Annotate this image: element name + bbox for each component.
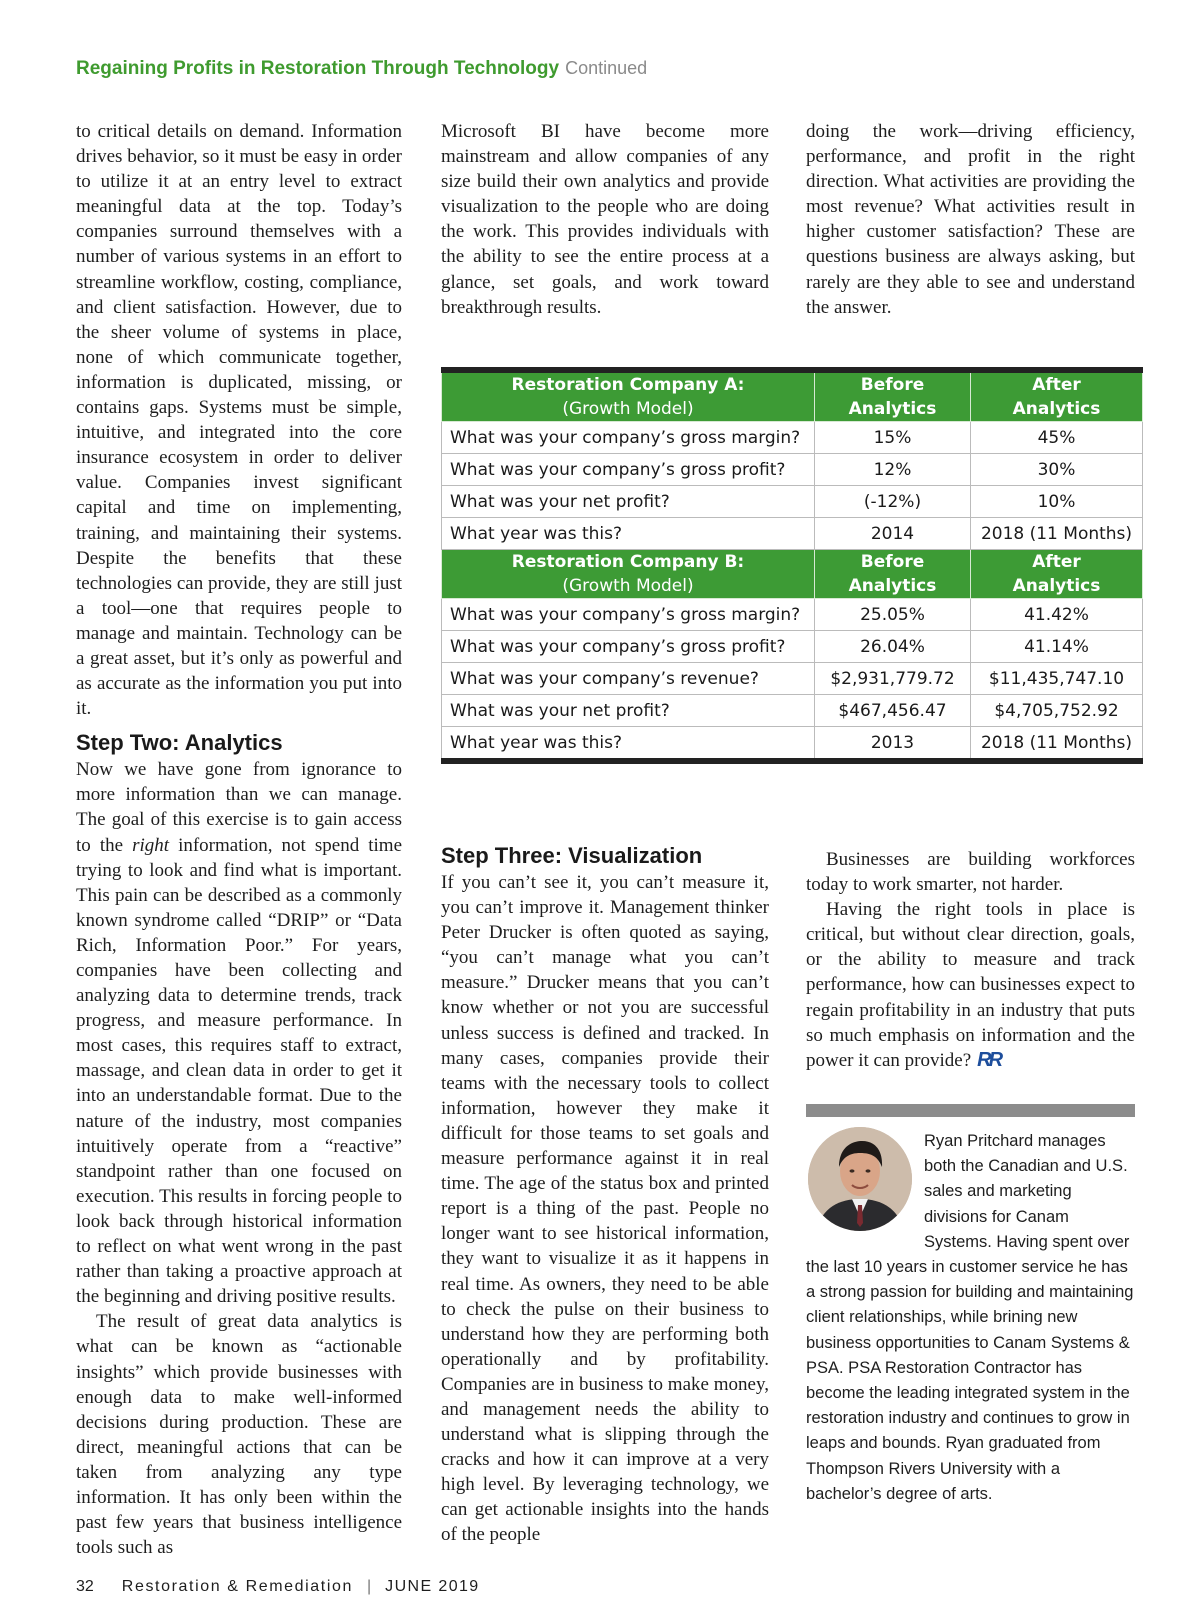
question-cell: What was your net profit? xyxy=(442,695,815,727)
magazine-name: Restoration & Remediation xyxy=(121,1578,354,1595)
question-cell: What was your company’s gross profit? xyxy=(442,631,815,663)
company-b-model: (Growth Model) xyxy=(562,576,694,596)
company-b-after-label-2: Analytics xyxy=(1012,576,1101,596)
company-b-after-label-1: After xyxy=(1032,552,1081,572)
company-b-name: Restoration Company B: xyxy=(511,552,745,572)
table-row xyxy=(442,727,1143,762)
issue-date: JUNE 2019 xyxy=(385,1578,480,1595)
table-row xyxy=(442,663,1143,695)
col1-p2-italic: right xyxy=(132,834,170,856)
before-value-cell: $467,456.47 xyxy=(815,695,971,727)
col1-p2-text-b: information, not spend time trying to look and find what is important. This pain can be described as a commonly known syndrome called “DRIP” or “Data Rich, Information Poor.” For years, companies have been collecting and analyzing data to determine trends, track progress, and measure performance. In most cases, this requires staff to extract, massage, and clean data in order to get it into an understandable format. Due to the nature of the industry, most companies intuitively operate from a “reactive” standpoint rather than one focused on execution. This results in forcing people to look back through historical information to reflect on what went wrong in the past rather than taking a proactive approach at the beginning and driving positive results. xyxy=(76,834,403,1308)
company-a-after-header xyxy=(971,370,1143,422)
question-cell: What was your net profit? xyxy=(442,486,815,518)
before-value-cell: 15% xyxy=(815,422,971,454)
after-value-cell: 45% xyxy=(971,422,1143,454)
step-three-heading: Step Three: Visualization xyxy=(441,843,703,868)
bio-divider-bar xyxy=(806,1104,1135,1117)
col1-paragraph-1: to critical details on demand. Information drives behavior, so it must be easy in order to utilize it at an entry level to extract meaningful data at the top. Today’s companies surround themselves with a number of various systems in an effort to streamline workflow, costing, compliance, and client satisfaction. However, due to the sheer volume of systems in place, none of which communicate together, information is duplicated, missing, or contains gaps. Systems must be simple, intuitive, and integrated into the core insurance ecosystem in order to deliver value. Companies invest significant capital and time on implementing, training, and maintaining their systems. Despite the benefits that these technologies can provide, they are still just a tool—one that requires people to manage and maintain. Technology can be a great asset, but it’s only as powerful and as accurate as the information you put into it. xyxy=(76,121,402,720)
after-value-cell: 41.42% xyxy=(971,599,1143,631)
footer-separator: | xyxy=(367,1578,372,1595)
company-a-before-label-1: Before xyxy=(860,375,925,395)
column-1 xyxy=(76,119,402,1560)
author-bio xyxy=(806,1129,1135,1507)
company-b-before-header xyxy=(815,550,971,599)
before-value-cell: 25.05% xyxy=(815,599,971,631)
question-cell: What was your company’s gross profit? xyxy=(442,454,815,486)
before-value-cell: 2013 xyxy=(815,727,971,762)
company-a-header-row xyxy=(442,370,1143,422)
col3-bottom-p2-text: Having the right tools in place is critical, but without clear direction, goals, or the ability to measure and track performance, how can businesses expect to regain profitability in an industry that puts so much emphasis on information and the power it can provide? xyxy=(806,899,1135,1071)
before-value-cell: (-12%) xyxy=(815,486,971,518)
before-value-cell: 12% xyxy=(815,454,971,486)
col3-bottom-paragraph-2 xyxy=(806,897,1135,1073)
company-b-header-row xyxy=(442,550,1143,599)
col2-bottom-paragraph: If you can’t see it, you can’t measure it, you can’t improve it. Management thinker Peter Drucker is often quoted as saying, “you can’t manage what you can’t measure.” Drucker means that you can’t know whether or not you are successful unless success is defined and tracked. In many cases, companies provide their teams with the necessary tools to collect information, however they make it difficult for those teams to set goals and measure performance against it in real time. The age of the status box and printed report is a thing of the past. People no longer want to see historical information, they want to visualize it as it happens in real time. As owners, they need to be able to check the pulse on their business to understand how they are performing both operationally and by profitability. Companies are in business to make money, and management needs the ability to understand what is slipping through the cracks and how it can improve at a very high level. By leveraging technology, we can get actionable insights into the hands of the people xyxy=(441,872,769,1546)
company-a-after-label-1: After xyxy=(1032,375,1081,395)
question-cell: What was your company’s revenue? xyxy=(442,663,815,695)
table-row xyxy=(442,454,1143,486)
after-value-cell: $11,435,747.10 xyxy=(971,663,1143,695)
company-a-name-cell xyxy=(442,370,815,422)
after-value-cell: 2018 (11 Months) xyxy=(971,518,1143,550)
question-cell: What was your company’s gross margin? xyxy=(442,599,815,631)
analytics-comparison-table xyxy=(441,367,1143,764)
table-row xyxy=(442,518,1143,550)
col1-paragraph-2 xyxy=(76,757,402,1309)
question-cell: What year was this? xyxy=(442,727,815,762)
company-b-before-label-2: Analytics xyxy=(848,576,937,596)
col1-p2-text-a: Now we have gone from ignorance to more information than we can manage. The goal of this exercise is to gain access to the xyxy=(76,759,402,856)
company-b-before-label-1: Before xyxy=(860,552,925,572)
rr-end-logo-icon: RR xyxy=(977,1048,1001,1071)
company-b-name-cell xyxy=(442,550,815,599)
company-a-after-label-2: Analytics xyxy=(1012,399,1101,419)
page-footer xyxy=(76,1578,480,1596)
company-a-before-header xyxy=(815,370,971,422)
bio-text: Ryan Pritchard manages both the Canadian and U.S. sales and marketing divisions for Canam Systems. Having spent over the last 10 years in customer service he has a strong passion for building and maintaining client relationships, while brining new business opportunities to Canam Systems & PSA. PSA Restoration Contractor has become the leading integrated system in the restoration industry and continues to grow in leaps and bounds. Ryan graduated from Thompson Rivers University with a bachelor’s degree of arts. xyxy=(806,1132,1134,1503)
col3-bottom-paragraph-1: Businesses are building workforces today to work smarter, not harder. xyxy=(806,849,1135,896)
column-3-top xyxy=(806,119,1135,320)
table-row xyxy=(442,695,1143,727)
after-value-cell: 10% xyxy=(971,486,1143,518)
column-2-top xyxy=(441,119,769,320)
question-cell: What year was this? xyxy=(442,518,815,550)
company-a-before-label-2: Analytics xyxy=(848,399,937,419)
table-row xyxy=(442,631,1143,663)
table-row xyxy=(442,422,1143,454)
table-row xyxy=(442,599,1143,631)
running-header xyxy=(76,58,647,80)
after-value-cell: $4,705,752.92 xyxy=(971,695,1143,727)
after-value-cell: 30% xyxy=(971,454,1143,486)
bio-photo-spacer xyxy=(806,1129,924,1255)
page-number: 32 xyxy=(76,1578,94,1595)
col1-paragraph-3: The result of great data analytics is what can be known as “actionable insights” which provide businesses with enough data to make well-informed decisions during production. These are direct, meaningful actions that can be taken from analyzing any type information. It has only been within the past few years that business intelligence tools such as xyxy=(76,1311,402,1559)
col2-top-paragraph: Microsoft BI have become more mainstream and allow companies of any size build their own analytics and provide visualization to the people who are doing the work. This provides individuals with the ability to see the entire process at a glance, set goals, and work toward breakthrough results. xyxy=(441,121,769,318)
company-a-name: Restoration Company A: xyxy=(511,375,745,395)
before-value-cell: $2,931,779.72 xyxy=(815,663,971,695)
column-3-bottom xyxy=(806,847,1135,1073)
question-cell: What was your company’s gross margin? xyxy=(442,422,815,454)
after-value-cell: 2018 (11 Months) xyxy=(971,727,1143,762)
continued-label: Continued xyxy=(565,58,648,78)
company-a-model: (Growth Model) xyxy=(562,399,694,419)
step-two-heading: Step Two: Analytics xyxy=(76,730,283,756)
before-value-cell: 2014 xyxy=(815,518,971,550)
column-2-bottom xyxy=(441,842,769,1548)
table-row xyxy=(442,486,1143,518)
col3-top-paragraph: doing the work—driving efficiency, performance, and profit in the right direction. What activities are providing the most revenue? What activities result in higher customer satisfaction? These are questions business are always asking, but rarely are they able to see and understand the answer. xyxy=(806,121,1135,318)
after-value-cell: 41.14% xyxy=(971,631,1143,663)
company-b-after-header xyxy=(971,550,1143,599)
article-title: Regaining Profits in Restoration Through Technology xyxy=(76,58,560,79)
before-value-cell: 26.04% xyxy=(815,631,971,663)
